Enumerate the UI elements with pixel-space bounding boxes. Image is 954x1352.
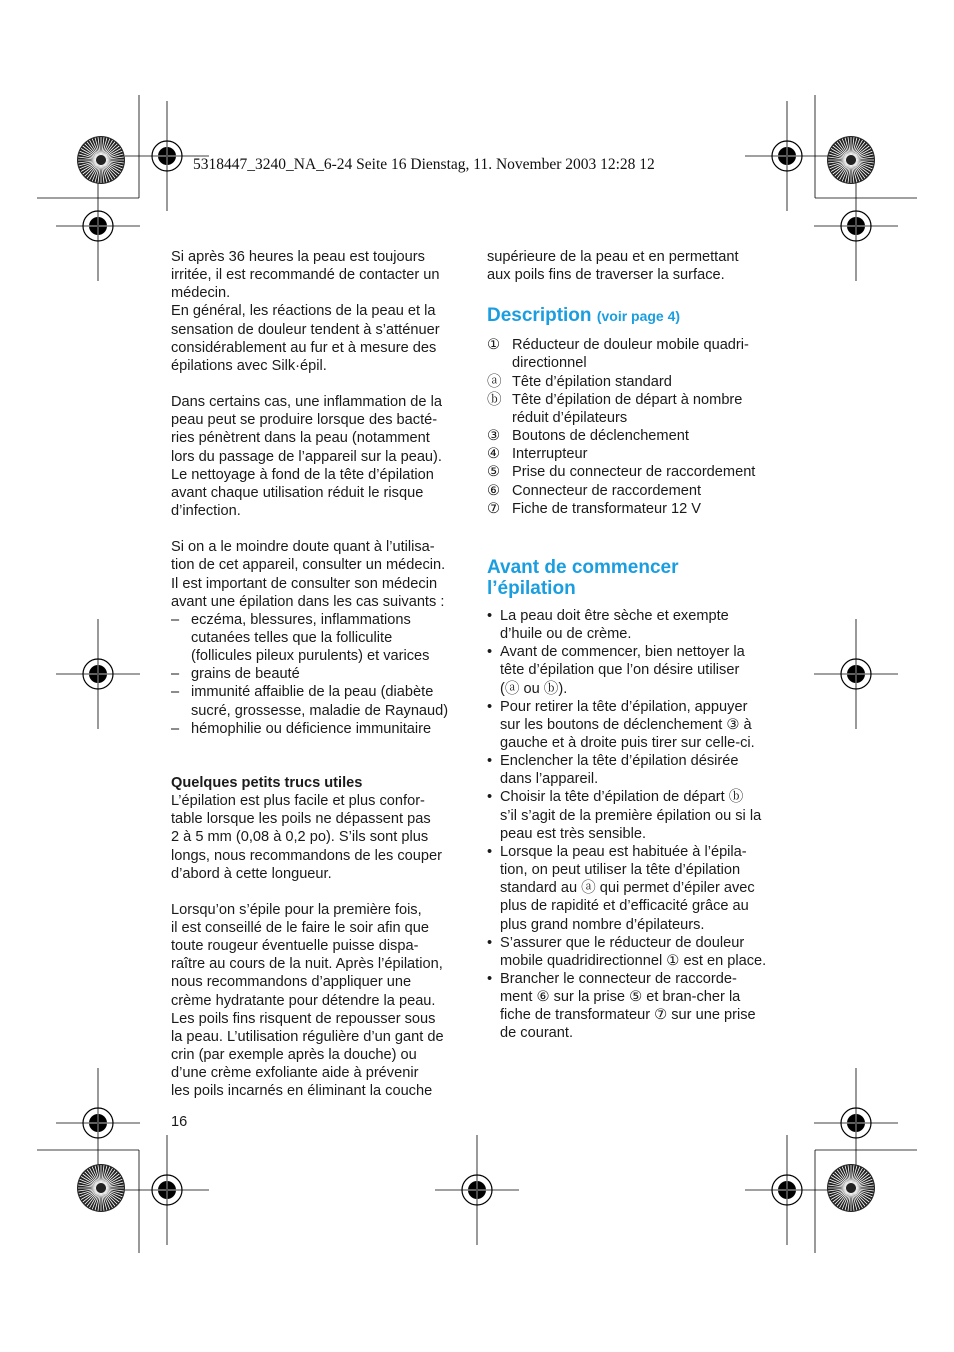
list-item	[171, 611, 471, 665]
part-number: ④	[487, 446, 501, 463]
text-line: • Choisir la tête d’épilation de départ ⓑ	[500, 789, 744, 806]
text-line: Prise du connecteur de raccordement	[512, 464, 756, 481]
text-line: d’abord à cette longueur.	[171, 865, 332, 882]
text-line: avant une épilation dans les cas suivants :	[171, 593, 445, 610]
text-line: fiche de transformateur ⑦ sur une prise	[500, 1007, 756, 1024]
text-line: supérieure de la peau et en permettant	[487, 249, 739, 265]
text-line: gauche et à droite puis tirer sur celle-ci.	[500, 734, 755, 751]
paragraph-first-epilation	[171, 901, 471, 1101]
list-item	[487, 970, 787, 1043]
text-line: Si après 36 heures la peau est toujours	[171, 249, 425, 265]
text-line: • La peau doit être sèche et exempte	[500, 607, 729, 624]
tips-heading: Quelques petits trucs utiles	[171, 774, 363, 791]
text-line: longs, nous recommandons de les couper	[171, 847, 442, 864]
part-number: ⑦	[487, 500, 501, 517]
list-item	[487, 698, 787, 752]
text-line: Les poils fins risquent de repousser sous	[171, 1010, 436, 1027]
description-title: Description	[487, 305, 592, 327]
list-item	[171, 720, 471, 738]
part-number: ⓐ	[487, 373, 502, 390]
paragraph-consult-doctor	[171, 538, 471, 611]
text-line: Dans certains cas, une inflammation de la	[171, 394, 442, 411]
page-number: 16	[171, 1114, 188, 1130]
list-item	[487, 607, 787, 643]
list-item	[487, 336, 787, 372]
list-item	[487, 373, 787, 391]
list-item	[171, 683, 471, 719]
text-line: Tête d’épilation de départ à nombre	[512, 391, 743, 408]
list-item	[487, 445, 787, 463]
text-line: irritée, il est recommandé de contacter un	[171, 267, 440, 284]
text-line: sur les boutons de déclenchement ③ à	[500, 716, 752, 733]
list-item	[487, 643, 787, 697]
text-line: Si on a le moindre doute quant à l’utilisa-	[171, 539, 435, 556]
text-line: d’infection.	[171, 503, 241, 520]
heading-line: l’épilation	[487, 577, 576, 599]
paragraph-continuation	[487, 248, 787, 284]
before-epilation-heading	[487, 557, 787, 599]
text-line: – eczéma, blessures, inflammations	[191, 611, 411, 628]
text-line: • Enclencher la tête d’épilation désirée	[500, 753, 739, 770]
text-line: • Avant de commencer, bien nettoyer la	[500, 644, 745, 661]
text-line: Il est important de consulter son médecin	[171, 575, 438, 592]
text-line: standard au ⓐ qui permet d’épiler avec	[500, 880, 755, 897]
text-line: cutanées telles que la folliculite	[191, 629, 393, 646]
text-line: mobile quadridirectionnel ① est en place.	[500, 952, 767, 969]
text-line: avant chaque utilisation réduit le risque	[171, 484, 424, 501]
text-line: d’une crème exfoliante aide à prévenir	[171, 1065, 419, 1082]
text-line: Tête d’épilation standard	[512, 373, 672, 390]
list-item	[487, 752, 787, 788]
list-item	[487, 463, 787, 481]
text-line: tête d’épilation que l’on désire utiliser	[500, 662, 740, 679]
paragraph-hair-length	[171, 792, 471, 883]
list-item	[487, 934, 787, 970]
part-number: ③	[487, 428, 501, 445]
text-line: crème hydratante pour détendre la peau.	[171, 992, 436, 1009]
paragraph-skin-irritation	[171, 248, 471, 302]
text-line: – immunité affaiblie de la peau (diabète	[191, 684, 434, 701]
parts-list	[487, 336, 787, 518]
text-line: (follicules pileux purulents) et varices	[191, 648, 430, 665]
list-item	[487, 843, 787, 934]
text-line: • Brancher le connecteur de raccorde-	[500, 971, 737, 987]
text-line: • Pour retirer la tête d’épilation, appuyer	[500, 698, 748, 715]
text-line: plus grand nombre d’épilateurs.	[500, 916, 705, 933]
text-line: Lorsqu’on s’épile pour la première fois,	[171, 901, 422, 918]
text-line: 2 à 5 mm (0,08 à 0,2 po). S’ils sont plus	[171, 829, 429, 846]
part-number: ①	[487, 337, 501, 354]
text-line: s’il s’agit de la première épilation ou si la	[500, 807, 762, 824]
text-line: crin (par exemple après la douche) ou	[171, 1047, 417, 1064]
text-line: les poils incarnés en éliminant la couche	[171, 1083, 433, 1100]
text-line: peau est très sensible.	[500, 825, 647, 842]
text-line: En général, les réactions de la peau et la	[171, 303, 436, 320]
description-heading	[487, 305, 787, 327]
text-line: aux poils fins de traverser la surface.	[487, 267, 725, 284]
text-line: épilations avec Silk·épil.	[171, 357, 327, 374]
text-line: tion, on peut utiliser la tête d’épilation	[500, 862, 741, 879]
conditions-list	[171, 611, 471, 738]
text-line: dans l’appareil.	[500, 771, 599, 788]
list-item	[487, 788, 787, 842]
text-line: d’huile ou de crème.	[500, 626, 632, 643]
text-line: toute rougeur éventuelle puisse dispa-	[171, 938, 419, 955]
list-item	[171, 665, 471, 683]
steps-list	[487, 607, 787, 1043]
text-line: de courant.	[500, 1025, 574, 1042]
list-item	[487, 500, 787, 518]
text-line: raître au cours de la nuit. Après l’épilation,	[171, 956, 443, 973]
text-line: la peau. L’utilisation régulière d’un gant de	[171, 1028, 444, 1045]
part-number: ⑤	[487, 464, 501, 481]
text-line: – hémophilie ou déficience immunitaire	[191, 720, 432, 737]
part-number: ⓑ	[487, 391, 502, 408]
text-line: – grains de beauté	[191, 666, 300, 683]
text-line: plus de rapidité et d’efficacité grâce au	[500, 898, 749, 915]
text-line: peau peut se produire lorsque des bacté-	[171, 412, 438, 429]
heading-line: Avant de commencer	[487, 556, 679, 578]
list-item	[487, 482, 787, 500]
text-line: Boutons de déclenchement	[512, 428, 689, 445]
text-line: il est conseillé de le faire le soir afin que	[171, 920, 429, 936]
text-line: tion de cet appareil, consulter un médecin.	[171, 557, 446, 574]
text-line: nous recommandons d’appliquer une	[171, 974, 412, 991]
text-line: directionnel	[512, 355, 587, 372]
text-line: L’épilation est plus facile et plus confor-	[171, 793, 425, 810]
text-line: • S’assurer que le réducteur de douleur	[500, 934, 745, 951]
text-line: Fiche de transformateur 12 V	[512, 500, 701, 517]
paragraph-skin-reactions	[171, 302, 471, 375]
text-line: médecin.	[171, 285, 231, 302]
text-line: sucré, grossesse, maladie de Raynaud)	[191, 702, 449, 719]
part-number: ⑥	[487, 482, 501, 499]
list-item	[487, 391, 787, 427]
text-line: table lorsque les poils ne dépassent pas	[171, 811, 431, 828]
description-page-ref: (voir page 4)	[596, 308, 681, 325]
text-line: sensation de douleur tendent à s’atténuer	[171, 321, 440, 338]
text-line: Connecteur de raccordement	[512, 482, 702, 499]
left-column	[171, 248, 471, 1101]
text-line: réduit d’épilateurs	[512, 409, 628, 426]
list-item	[487, 427, 787, 445]
text-line: ries pénètrent dans la peau (notamment	[171, 430, 430, 447]
text-line: (ⓐ ou ⓑ).	[500, 680, 568, 697]
text-line: Le nettoyage à fond de la tête d’épilation	[171, 466, 434, 483]
print-header: 5318447_3240_NA_6-24 Seite 16 Dienstag, 11. November 2003 12:28 12	[193, 156, 655, 173]
text-line: lors du passage de l’appareil sur la peau).	[171, 448, 442, 465]
paragraph-inflammation	[171, 393, 471, 520]
text-line: Réducteur de douleur mobile quadri-	[512, 337, 749, 354]
text-line: • Lorsque la peau est habituée à l’épila-	[500, 843, 747, 860]
right-column	[487, 248, 787, 1043]
text-line: ment ⑥ sur la prise ⑤ et bran-cher la	[500, 989, 741, 1006]
text-line: considérablement au fur et à mesure des	[171, 339, 437, 356]
text-line: Interrupteur	[512, 446, 588, 463]
